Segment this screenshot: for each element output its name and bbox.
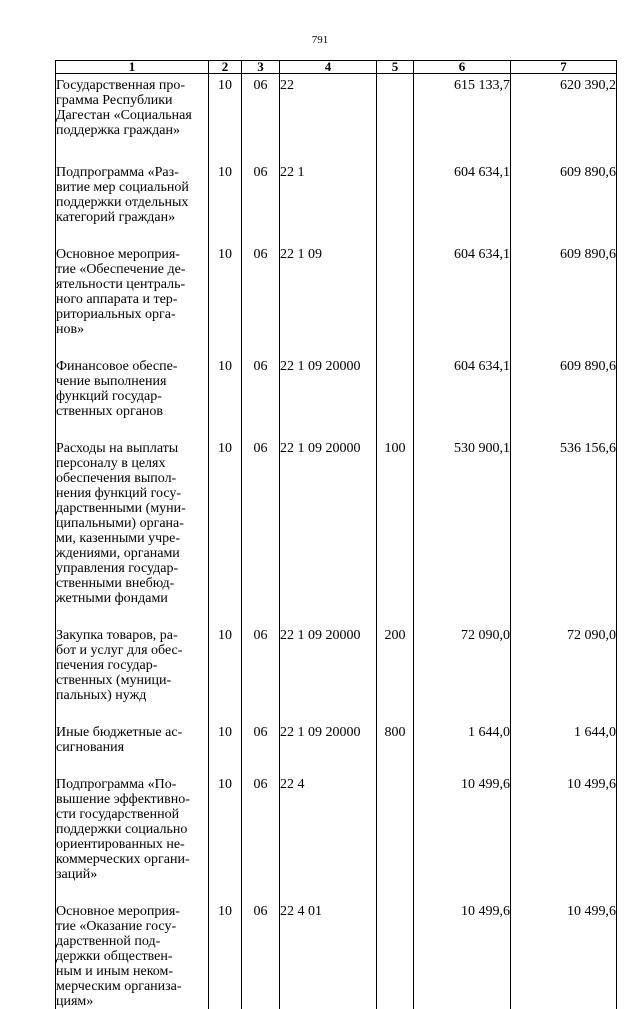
row-amount-year-1: 604 634,1 (454, 247, 510, 262)
table-body (56, 74, 617, 1009)
row-name-cell (56, 777, 209, 904)
row-subsection: 06 (254, 359, 268, 374)
row-section: 10 (218, 78, 232, 93)
row-subsection-cell (242, 628, 280, 725)
row-target-article-cell (280, 904, 377, 1009)
row-target-article: 22 1 09 20000 (280, 359, 361, 374)
row-target-article: 22 1 09 (280, 247, 322, 262)
row-amount-year-1-cell (414, 247, 511, 359)
row-section-cell (209, 628, 242, 725)
header-col-1: 1 (56, 61, 209, 74)
row-amount-year-2-cell (511, 441, 617, 628)
table-row (56, 359, 617, 441)
row-amount-year-1-cell (414, 165, 511, 247)
table-row (56, 441, 617, 628)
row-name-cell (56, 628, 209, 725)
row-target-article-cell (280, 777, 377, 904)
row-subsection: 06 (254, 904, 268, 919)
table-row (56, 777, 617, 904)
row-amount-year-2-cell (511, 725, 617, 777)
row-amount-year-1: 604 634,1 (454, 359, 510, 374)
header-col-4: 4 (280, 61, 377, 74)
row-target-article-cell (280, 441, 377, 628)
row-subsection: 06 (254, 165, 268, 180)
row-name: Иные бюджетные ас- сигнования (56, 725, 182, 755)
budget-table (55, 60, 617, 1009)
row-expense-type: 100 (385, 441, 406, 456)
row-subsection: 06 (254, 441, 268, 456)
row-name: Основное мероприя- тие «Обеспечение де- ятельности централь- ного аппарата и тер- риториальных орга- нов» (56, 247, 185, 337)
row-amount-year-2: 609 890,6 (560, 165, 616, 180)
row-amount-year-1: 10 499,6 (461, 904, 510, 919)
row-section: 10 (218, 441, 232, 456)
row-amount-year-1-cell (414, 904, 511, 1009)
row-subsection-cell (242, 165, 280, 247)
row-subsection-cell (242, 74, 280, 166)
row-section: 10 (218, 165, 232, 180)
row-target-article: 22 1 09 20000 (280, 441, 361, 456)
row-section: 10 (218, 725, 232, 740)
row-subsection: 06 (254, 247, 268, 262)
row-subsection-cell (242, 725, 280, 777)
row-name-cell (56, 74, 209, 166)
row-name-cell (56, 725, 209, 777)
row-expense-type: 800 (385, 725, 406, 740)
row-name: Государственная про- грамма Республики Дагестан «Социальная поддержка граждан» (56, 78, 192, 138)
row-expense-type-cell (377, 904, 414, 1009)
row-amount-year-2-cell (511, 247, 617, 359)
row-target-article: 22 4 (280, 777, 305, 792)
row-name: Расходы на выплаты персоналу в целях обеспечения выпол- нения функций госу- дарственными (муни- ципальными) органа- ми, казенными учре- ждениями, органами управления государ- ственными внебюд- жетными фондами (56, 441, 186, 606)
row-amount-year-1: 604 634,1 (454, 165, 510, 180)
header-col-5: 5 (377, 61, 414, 74)
row-subsection-cell (242, 247, 280, 359)
row-amount-year-2: 72 090,0 (567, 628, 616, 643)
row-name: Подпрограмма «По- вышение эффективно- сти государственной поддержки социально ориентированных не- коммерческих органи- заций» (56, 777, 190, 882)
row-amount-year-1: 530 900,1 (454, 441, 510, 456)
row-amount-year-1-cell (414, 777, 511, 904)
row-target-article: 22 1 09 20000 (280, 725, 361, 740)
row-section-cell (209, 165, 242, 247)
row-section: 10 (218, 904, 232, 919)
row-amount-year-2: 620 390,2 (560, 78, 616, 93)
row-amount-year-1-cell (414, 74, 511, 166)
table-row (56, 247, 617, 359)
row-subsection-cell (242, 441, 280, 628)
row-subsection: 06 (254, 628, 268, 643)
row-expense-type-cell (377, 74, 414, 166)
row-name-cell (56, 359, 209, 441)
row-name-cell (56, 441, 209, 628)
row-expense-type-cell (377, 165, 414, 247)
row-section-cell (209, 725, 242, 777)
row-target-article-cell (280, 247, 377, 359)
row-subsection-cell (242, 777, 280, 904)
row-name-cell (56, 904, 209, 1009)
row-expense-type-cell (377, 359, 414, 441)
row-subsection-cell (242, 904, 280, 1009)
row-section: 10 (218, 247, 232, 262)
row-section-cell (209, 777, 242, 904)
table-row (56, 74, 617, 166)
row-amount-year-1: 10 499,6 (461, 777, 510, 792)
row-section: 10 (218, 777, 232, 792)
row-amount-year-1-cell (414, 628, 511, 725)
row-expense-type-cell (377, 777, 414, 904)
row-amount-year-2-cell (511, 777, 617, 904)
row-amount-year-1-cell (414, 359, 511, 441)
table-row (56, 628, 617, 725)
row-expense-type-cell (377, 628, 414, 725)
row-section-cell (209, 247, 242, 359)
row-name: Подпрограмма «Раз- витие мер социальной поддержки отдельных категорий граждан» (56, 165, 189, 225)
row-expense-type-cell (377, 247, 414, 359)
row-amount-year-2: 609 890,6 (560, 247, 616, 262)
header-col-3: 3 (242, 61, 280, 74)
row-target-article-cell (280, 628, 377, 725)
header-col-7: 7 (511, 61, 617, 74)
row-amount-year-2: 1 644,0 (574, 725, 616, 740)
row-name: Финансовое обеспе- чение выполнения функций государ- ственных органов (56, 359, 177, 419)
header-col-2: 2 (209, 61, 242, 74)
row-subsection: 06 (254, 725, 268, 740)
row-amount-year-2-cell (511, 165, 617, 247)
row-expense-type: 200 (385, 628, 406, 643)
row-amount-year-2: 536 156,6 (560, 441, 616, 456)
row-target-article: 22 (280, 78, 294, 93)
row-amount-year-2: 10 499,6 (567, 904, 616, 919)
row-section-cell (209, 441, 242, 628)
row-amount-year-1-cell (414, 441, 511, 628)
row-amount-year-2-cell (511, 74, 617, 166)
row-amount-year-2-cell (511, 904, 617, 1009)
row-target-article: 22 1 09 20000 (280, 628, 361, 643)
row-section: 10 (218, 628, 232, 643)
row-amount-year-1: 1 644,0 (468, 725, 510, 740)
row-amount-year-1: 615 133,7 (454, 78, 510, 93)
row-section: 10 (218, 359, 232, 374)
row-name: Основное мероприя- тие «Оказание госу- дарственной под- держки обществен- ным и иным неком- мерческим организа- циям» (56, 904, 182, 1009)
table-row (56, 725, 617, 777)
row-subsection: 06 (254, 777, 268, 792)
row-section-cell (209, 359, 242, 441)
row-expense-type-cell (377, 441, 414, 628)
row-name: Закупка товаров, ра- бот и услуг для обес- печения государ- ственных (муници- пальных) нужд (56, 628, 182, 703)
row-target-article-cell (280, 165, 377, 247)
row-name-cell (56, 165, 209, 247)
row-subsection: 06 (254, 78, 268, 93)
row-amount-year-2: 10 499,6 (567, 777, 616, 792)
page-number: 791 (0, 34, 640, 46)
row-amount-year-1: 72 090,0 (461, 628, 510, 643)
row-amount-year-2-cell (511, 628, 617, 725)
header-row (56, 61, 617, 74)
row-target-article: 22 4 01 (280, 904, 322, 919)
row-target-article-cell (280, 359, 377, 441)
row-target-article-cell (280, 74, 377, 166)
row-amount-year-2-cell (511, 359, 617, 441)
row-target-article-cell (280, 725, 377, 777)
table-row (56, 165, 617, 247)
row-amount-year-1-cell (414, 725, 511, 777)
row-amount-year-2: 609 890,6 (560, 359, 616, 374)
row-section-cell (209, 74, 242, 166)
header-col-6: 6 (414, 61, 511, 74)
row-target-article: 22 1 (280, 165, 305, 180)
row-expense-type-cell (377, 725, 414, 777)
row-name-cell (56, 247, 209, 359)
row-section-cell (209, 904, 242, 1009)
row-subsection-cell (242, 359, 280, 441)
table-row (56, 904, 617, 1009)
